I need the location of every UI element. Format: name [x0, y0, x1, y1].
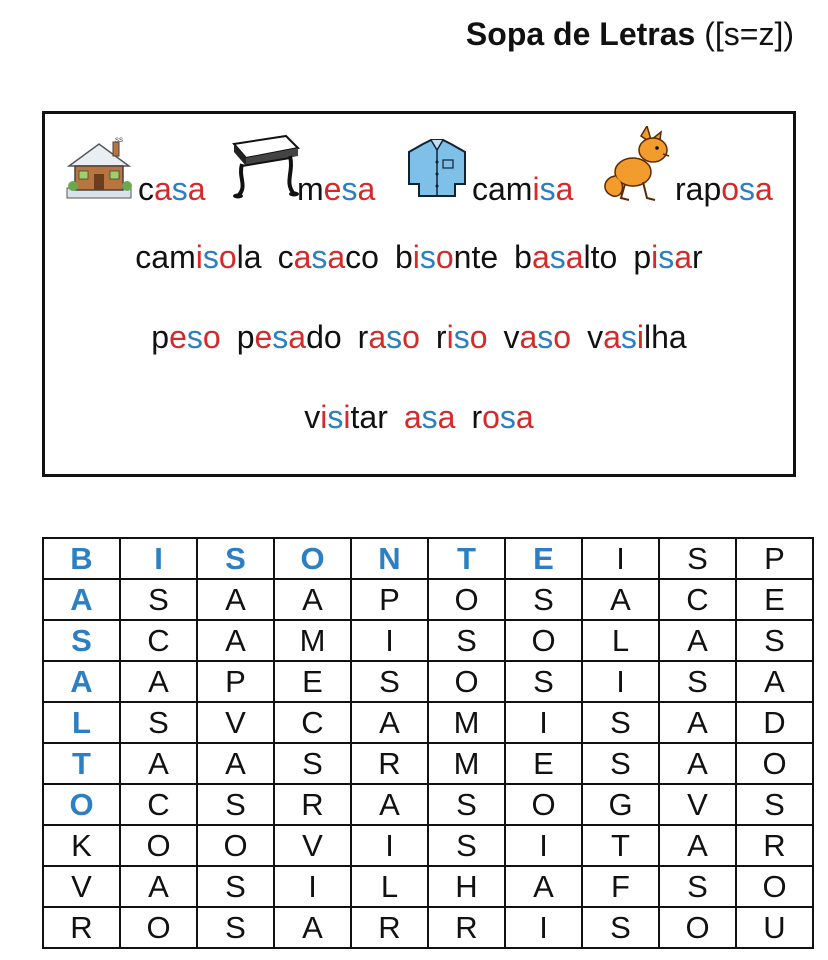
word-segment: v: [503, 319, 520, 355]
grid-cell: R: [351, 743, 428, 784]
word-item: [278, 239, 379, 276]
word-segment: s: [658, 239, 675, 275]
grid-cell: O: [274, 538, 351, 579]
grid-cell: P: [197, 661, 274, 702]
word-segment: o: [469, 319, 488, 355]
word-item: [436, 319, 488, 356]
word-segment: i: [195, 239, 203, 275]
grid-cell: O: [505, 784, 582, 825]
grid-cell: F: [582, 866, 659, 907]
grid-cell: R: [43, 907, 120, 948]
word-segment: o: [202, 319, 221, 355]
grid-cell: A: [120, 866, 197, 907]
grid-cell: M: [274, 620, 351, 661]
word-segment: i: [412, 239, 420, 275]
grid-row: [43, 538, 813, 579]
word-segment: s: [327, 399, 344, 435]
word-segment: rap: [675, 171, 722, 207]
grid-row: [43, 907, 813, 948]
word-item: [404, 399, 456, 436]
word-item: [304, 399, 388, 436]
grid-cell: O: [505, 620, 582, 661]
title-bold: Sopa de Letras: [465, 16, 696, 52]
grid-cell: A: [659, 620, 736, 661]
grid-cell: T: [43, 743, 120, 784]
word-item: [471, 399, 533, 436]
grid-cell: A: [43, 579, 120, 620]
word-search-grid: [42, 537, 814, 949]
grid-cell: E: [505, 743, 582, 784]
word-segment: i: [532, 171, 540, 207]
word-segment: v: [304, 399, 321, 435]
word-segment: r: [692, 239, 703, 275]
grid-cell: I: [274, 866, 351, 907]
svg-text:ss: ss: [115, 136, 123, 144]
word-segment: a: [368, 319, 387, 355]
grid-cell: O: [197, 825, 274, 866]
title-suffix: ([s=z]): [695, 16, 794, 52]
grid-row: [43, 866, 813, 907]
grid-cell: L: [43, 702, 120, 743]
grid-cell: S: [428, 784, 505, 825]
grid-cell: O: [120, 907, 197, 948]
grid-cell: A: [351, 784, 428, 825]
grid-cell: O: [736, 866, 813, 907]
word-segment: c: [277, 239, 294, 275]
word-line: [45, 399, 793, 436]
grid-cell: U: [736, 907, 813, 948]
word-segment: a: [531, 239, 550, 275]
grid-cell: R: [351, 907, 428, 948]
grid-cell: S: [120, 702, 197, 743]
word-segment: b: [514, 239, 532, 275]
word-segment: o: [721, 171, 740, 207]
grid-cell: S: [428, 620, 505, 661]
word-segment: a: [327, 239, 346, 275]
word-segment: o: [435, 239, 454, 275]
word-segment: s: [539, 171, 556, 207]
word-segment: i: [320, 399, 328, 435]
grid-cell: S: [351, 661, 428, 702]
word-segment: c: [138, 171, 154, 207]
grid-cell: C: [120, 620, 197, 661]
table-icon: [228, 132, 300, 202]
picture-word-row: [45, 126, 793, 206]
grid-cell: T: [582, 825, 659, 866]
word-segment: e: [254, 319, 273, 355]
word-item: [587, 319, 687, 356]
grid-cell: A: [197, 620, 274, 661]
grid-cell: A: [43, 661, 120, 702]
word-segment: e: [169, 319, 187, 355]
word-segment: s: [202, 239, 219, 275]
shirt-icon: [405, 138, 469, 200]
word-segment: i: [343, 399, 351, 435]
word-segment: cam: [472, 171, 533, 207]
grid-cell: M: [428, 702, 505, 743]
word-segment: s: [739, 171, 756, 207]
grid-cell: L: [351, 866, 428, 907]
grid-cell: P: [351, 579, 428, 620]
grid-cell: S: [197, 907, 274, 948]
word-segment: a: [603, 319, 621, 355]
grid-cell: S: [736, 620, 813, 661]
grid-cell: C: [274, 702, 351, 743]
picture-word: [297, 171, 375, 208]
word-segment: s: [186, 319, 203, 355]
grid-cell: S: [197, 538, 274, 579]
fox-icon: [601, 126, 673, 204]
word-segment: s: [453, 319, 470, 355]
word-segment: i: [651, 239, 659, 275]
word-segment: i: [636, 319, 644, 355]
grid-cell: I: [505, 907, 582, 948]
word-segment: v: [587, 319, 604, 355]
grid-row: [43, 620, 813, 661]
grid-cell: V: [197, 702, 274, 743]
word-line: [45, 239, 793, 276]
grid-cell: S: [736, 784, 813, 825]
grid-cell: S: [197, 784, 274, 825]
grid-cell: S: [505, 661, 582, 702]
picture-word: [675, 171, 773, 208]
grid-cell: C: [120, 784, 197, 825]
grid-cell: I: [505, 702, 582, 743]
grid-cell: L: [582, 620, 659, 661]
grid-row: [43, 661, 813, 702]
word-segment: s: [419, 239, 436, 275]
grid-cell: B: [43, 538, 120, 579]
word-segment: r: [435, 319, 447, 355]
grid-cell: S: [120, 579, 197, 620]
grid-cell: S: [582, 702, 659, 743]
grid-cell: T: [428, 538, 505, 579]
word-segment: s: [341, 171, 358, 207]
grid-cell: O: [736, 743, 813, 784]
word-segment: s: [386, 319, 403, 355]
grid-cell: I: [351, 825, 428, 866]
grid-cell: A: [120, 743, 197, 784]
grid-cell: P: [736, 538, 813, 579]
word-list-box: [42, 111, 796, 477]
grid-cell: I: [582, 538, 659, 579]
word-segment: o: [402, 319, 420, 355]
word-segment: nte: [453, 239, 499, 275]
word-segment: o: [482, 399, 500, 435]
grid-cell: M: [428, 743, 505, 784]
word-item: [151, 319, 220, 356]
word-segment: s: [171, 171, 188, 207]
word-segment: co: [345, 239, 379, 275]
grid-cell: H: [428, 866, 505, 907]
grid-cell: I: [351, 620, 428, 661]
word-segment: do: [306, 319, 342, 355]
page-title: [466, 16, 794, 53]
word-segment: o: [553, 319, 572, 355]
grid-cell: A: [659, 702, 736, 743]
word-segment: a: [437, 399, 456, 435]
grid-cell: A: [274, 907, 351, 948]
word-segment: lha: [643, 319, 687, 355]
grid-cell: O: [120, 825, 197, 866]
house-icon: [63, 136, 135, 200]
word-segment: a: [357, 171, 376, 207]
grid-cell: S: [582, 907, 659, 948]
grid-cell: O: [428, 579, 505, 620]
grid-cell: S: [659, 866, 736, 907]
grid-cell: D: [736, 702, 813, 743]
word-segment: a: [565, 239, 584, 275]
word-item: [395, 239, 498, 276]
grid-cell: S: [43, 620, 120, 661]
grid-row: [43, 743, 813, 784]
word-segment: s: [421, 399, 438, 435]
word-segment: o: [218, 239, 237, 275]
grid-cell: C: [659, 579, 736, 620]
word-segment: a: [515, 399, 534, 435]
word-segment: s: [537, 319, 554, 355]
word-segment: a: [519, 319, 538, 355]
grid-cell: R: [428, 907, 505, 948]
grid-cell: R: [736, 825, 813, 866]
grid-row: [43, 702, 813, 743]
word-segment: s: [272, 319, 289, 355]
picture-word: [138, 171, 206, 208]
grid-cell: A: [351, 702, 428, 743]
grid-cell: E: [505, 538, 582, 579]
grid-cell: A: [659, 825, 736, 866]
word-item: [358, 319, 420, 356]
grid-cell: S: [505, 579, 582, 620]
grid-cell: A: [274, 579, 351, 620]
grid-cell: S: [274, 743, 351, 784]
word-segment: b: [394, 239, 413, 275]
grid-cell: K: [43, 825, 120, 866]
word-segment: i: [446, 319, 454, 355]
word-segment: tar: [350, 399, 388, 435]
word-segment: lto: [583, 239, 618, 275]
word-item: [135, 239, 261, 276]
word-segment: a: [755, 171, 773, 207]
grid-row: [43, 825, 813, 866]
word-segment: p: [236, 319, 255, 355]
word-item: [503, 319, 571, 356]
word-segment: a: [674, 239, 693, 275]
grid-cell: V: [43, 866, 120, 907]
word-segment: cam: [135, 239, 196, 275]
grid-cell: V: [274, 825, 351, 866]
grid-cell: E: [736, 579, 813, 620]
grid-row: [43, 784, 813, 825]
grid-cell: N: [351, 538, 428, 579]
grid-cell: R: [274, 784, 351, 825]
grid-cell: O: [428, 661, 505, 702]
word-segment: la: [236, 239, 262, 275]
word-item: [237, 319, 342, 356]
word-segment: s: [620, 319, 637, 355]
grid-cell: A: [197, 579, 274, 620]
grid-cell: G: [582, 784, 659, 825]
word-segment: r: [471, 399, 483, 435]
grid-cell: S: [659, 538, 736, 579]
word-segment: p: [151, 319, 170, 355]
word-segment: s: [549, 239, 566, 275]
grid-cell: V: [659, 784, 736, 825]
grid-cell: A: [736, 661, 813, 702]
word-line: [45, 319, 793, 356]
grid-cell: A: [659, 743, 736, 784]
grid-cell: I: [505, 825, 582, 866]
grid-cell: S: [659, 661, 736, 702]
word-item: [633, 239, 702, 276]
word-segment: a: [293, 239, 312, 275]
word-segment: a: [154, 171, 172, 207]
word-segment: a: [288, 319, 307, 355]
grid-cell: I: [582, 661, 659, 702]
word-segment: s: [499, 399, 516, 435]
grid-cell: A: [582, 579, 659, 620]
grid-cell: S: [582, 743, 659, 784]
grid-row: [43, 579, 813, 620]
picture-word: [472, 171, 573, 208]
word-segment: a: [187, 171, 206, 207]
word-segment: m: [297, 171, 324, 207]
word-segment: r: [357, 319, 369, 355]
grid-cell: A: [505, 866, 582, 907]
word-item: [514, 239, 617, 276]
grid-cell: O: [43, 784, 120, 825]
word-segment: s: [311, 239, 328, 275]
word-segment: a: [555, 171, 574, 207]
grid-cell: E: [274, 661, 351, 702]
grid-cell: A: [197, 743, 274, 784]
word-segment: p: [633, 239, 652, 275]
grid-cell: A: [120, 661, 197, 702]
grid-cell: I: [120, 538, 197, 579]
word-segment: e: [323, 171, 342, 207]
grid-cell: S: [428, 825, 505, 866]
word-segment: a: [403, 399, 422, 435]
grid-cell: O: [659, 907, 736, 948]
grid-cell: S: [197, 866, 274, 907]
